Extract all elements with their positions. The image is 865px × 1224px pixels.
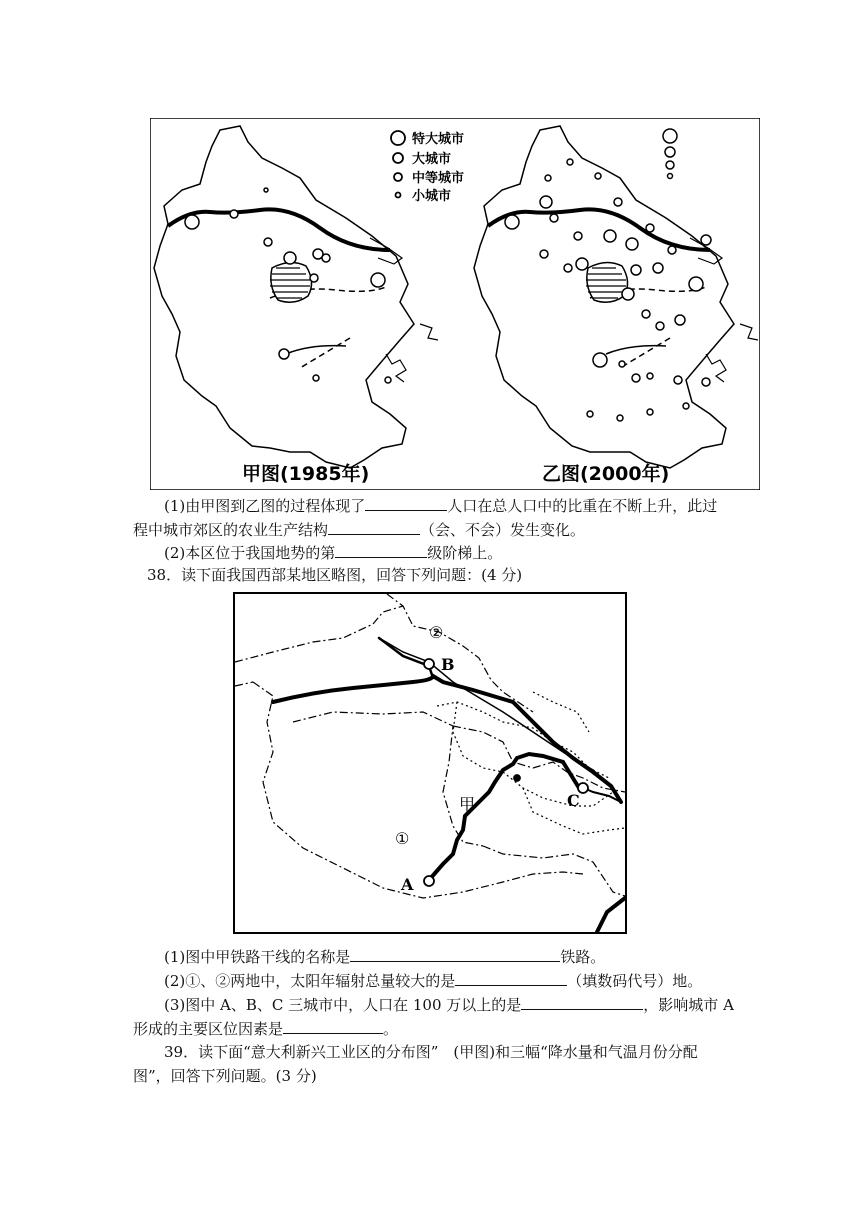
- text: ，影响城市 A: [643, 996, 734, 1014]
- q38-line2: [164, 969, 702, 992]
- city-b-marker: [424, 659, 434, 669]
- answer-blank[interactable]: [335, 541, 427, 558]
- hatched-lake-2000: [586, 262, 628, 302]
- legend-label: 特大城市: [412, 132, 465, 147]
- text: (1)由甲图到乙图的过程体现了: [164, 497, 366, 515]
- western-region-map: [233, 592, 627, 934]
- legend-label: 小城市: [412, 189, 452, 204]
- caption-1985: 甲图(1985年): [242, 463, 370, 485]
- text: 铁路。: [560, 948, 606, 966]
- q38-line4: [133, 1017, 398, 1040]
- answer-blank[interactable]: [455, 969, 567, 986]
- answer-blank[interactable]: [350, 945, 560, 962]
- answer-blank[interactable]: [328, 518, 420, 535]
- text: 形成的主要区位因素是: [133, 1020, 284, 1038]
- label-a: A: [401, 875, 414, 894]
- text: 。: [383, 1020, 399, 1038]
- answer-blank[interactable]: [521, 993, 643, 1010]
- q37-line1: [164, 494, 717, 517]
- text: (2)①、②两地中，太阳年辐射总量较大的是: [164, 972, 456, 990]
- text: （会、不会）发生变化。: [420, 521, 586, 539]
- text: 程中城市郊区的农业生产结构: [133, 521, 329, 539]
- city-distribution-maps: [150, 118, 760, 490]
- text: 人口在总人口中的比重在不断上升，此过: [447, 497, 718, 515]
- label-b: B: [441, 655, 455, 674]
- city-a-marker: [424, 876, 434, 886]
- q39-line1: 39．读下面“意大利新兴工业区的分布图” (甲图)和三幅“降水量和气温月份分配: [164, 1043, 698, 1061]
- caption-2000: 乙图(2000年): [542, 463, 670, 485]
- legend-label: 大城市: [412, 152, 452, 167]
- text: (1)图中甲铁路干线的名称是: [164, 948, 351, 966]
- q37-line3: [164, 541, 502, 564]
- legend-label: 中等城市: [412, 171, 465, 186]
- q39-line2: 图”，回答下列问题。(3 分): [133, 1067, 317, 1085]
- label-region-1: ①: [395, 829, 410, 848]
- q38-line3: [164, 993, 734, 1016]
- label-c: C: [567, 791, 580, 810]
- q38-line1: [164, 945, 605, 968]
- text: （填数码代号）地。: [567, 972, 703, 990]
- q38-title: 38．读下面我国西部某地区略图，回答下列问题：(4 分): [147, 566, 523, 584]
- answer-blank[interactable]: [283, 1017, 383, 1034]
- label-region-2: ②: [429, 623, 444, 642]
- label-jia: 甲: [459, 795, 476, 814]
- text: (3)图中 A、B、C 三城市中，人口在 100 万以上的是: [164, 996, 522, 1014]
- text: 级阶梯上。: [427, 544, 503, 562]
- q37-line2: [133, 518, 585, 541]
- text: (2)本区位于我国地势的第: [164, 544, 336, 562]
- hatched-lake-1985: [270, 262, 312, 302]
- answer-blank[interactable]: [365, 494, 447, 511]
